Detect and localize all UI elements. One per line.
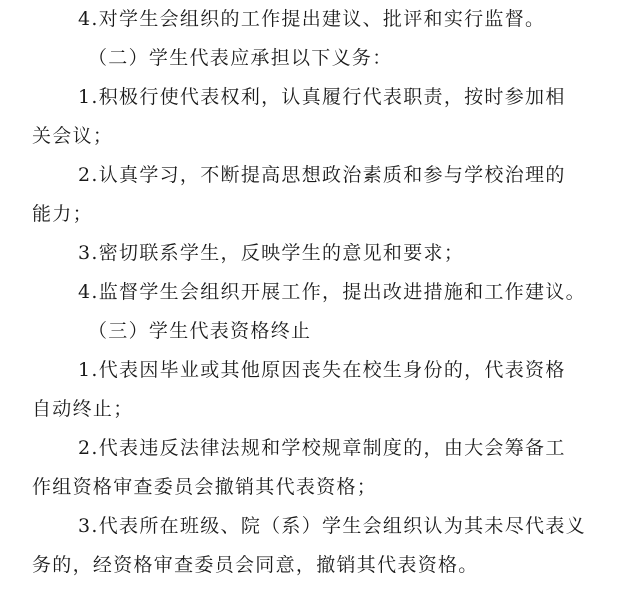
- termination-3: 3.代表所在班级、院（系）学生会组织认为其未尽代表义: [78, 515, 586, 537]
- termination-2: 2.代表违反法律法规和学校规章制度的，由大会筹备工: [78, 437, 566, 459]
- termination-1-continued: 自动终止；: [32, 398, 134, 420]
- obligation-1-continued: 关会议；: [32, 125, 114, 147]
- obligation-2-continued: 能力；: [32, 203, 93, 225]
- obligation-2: 2.认真学习，不断提高思想政治素质和参与学校治理的: [78, 164, 566, 186]
- termination-3-continued: 务的，经资格审查委员会同意，撤销其代表资格。: [32, 554, 479, 576]
- section-heading-termination: （三）学生代表资格终止: [88, 320, 312, 342]
- obligation-1: 1.积极行使代表权利，认真履行代表职责，按时参加相: [78, 86, 566, 108]
- obligation-3: 3.密切联系学生，反映学生的意见和要求；: [78, 242, 465, 264]
- termination-2-continued: 作组资格审查委员会撤销其代表资格；: [32, 476, 378, 498]
- item-rights-4: 4.对学生会组织的工作提出建议、批评和实行监督。: [78, 8, 546, 30]
- section-heading-obligations: （二）学生代表应承担以下义务：: [88, 47, 393, 69]
- obligation-4: 4.监督学生会组织开展工作，提出改进措施和工作建议。: [78, 281, 586, 303]
- termination-1: 1.代表因毕业或其他原因丧失在校生身份的，代表资格: [78, 359, 566, 381]
